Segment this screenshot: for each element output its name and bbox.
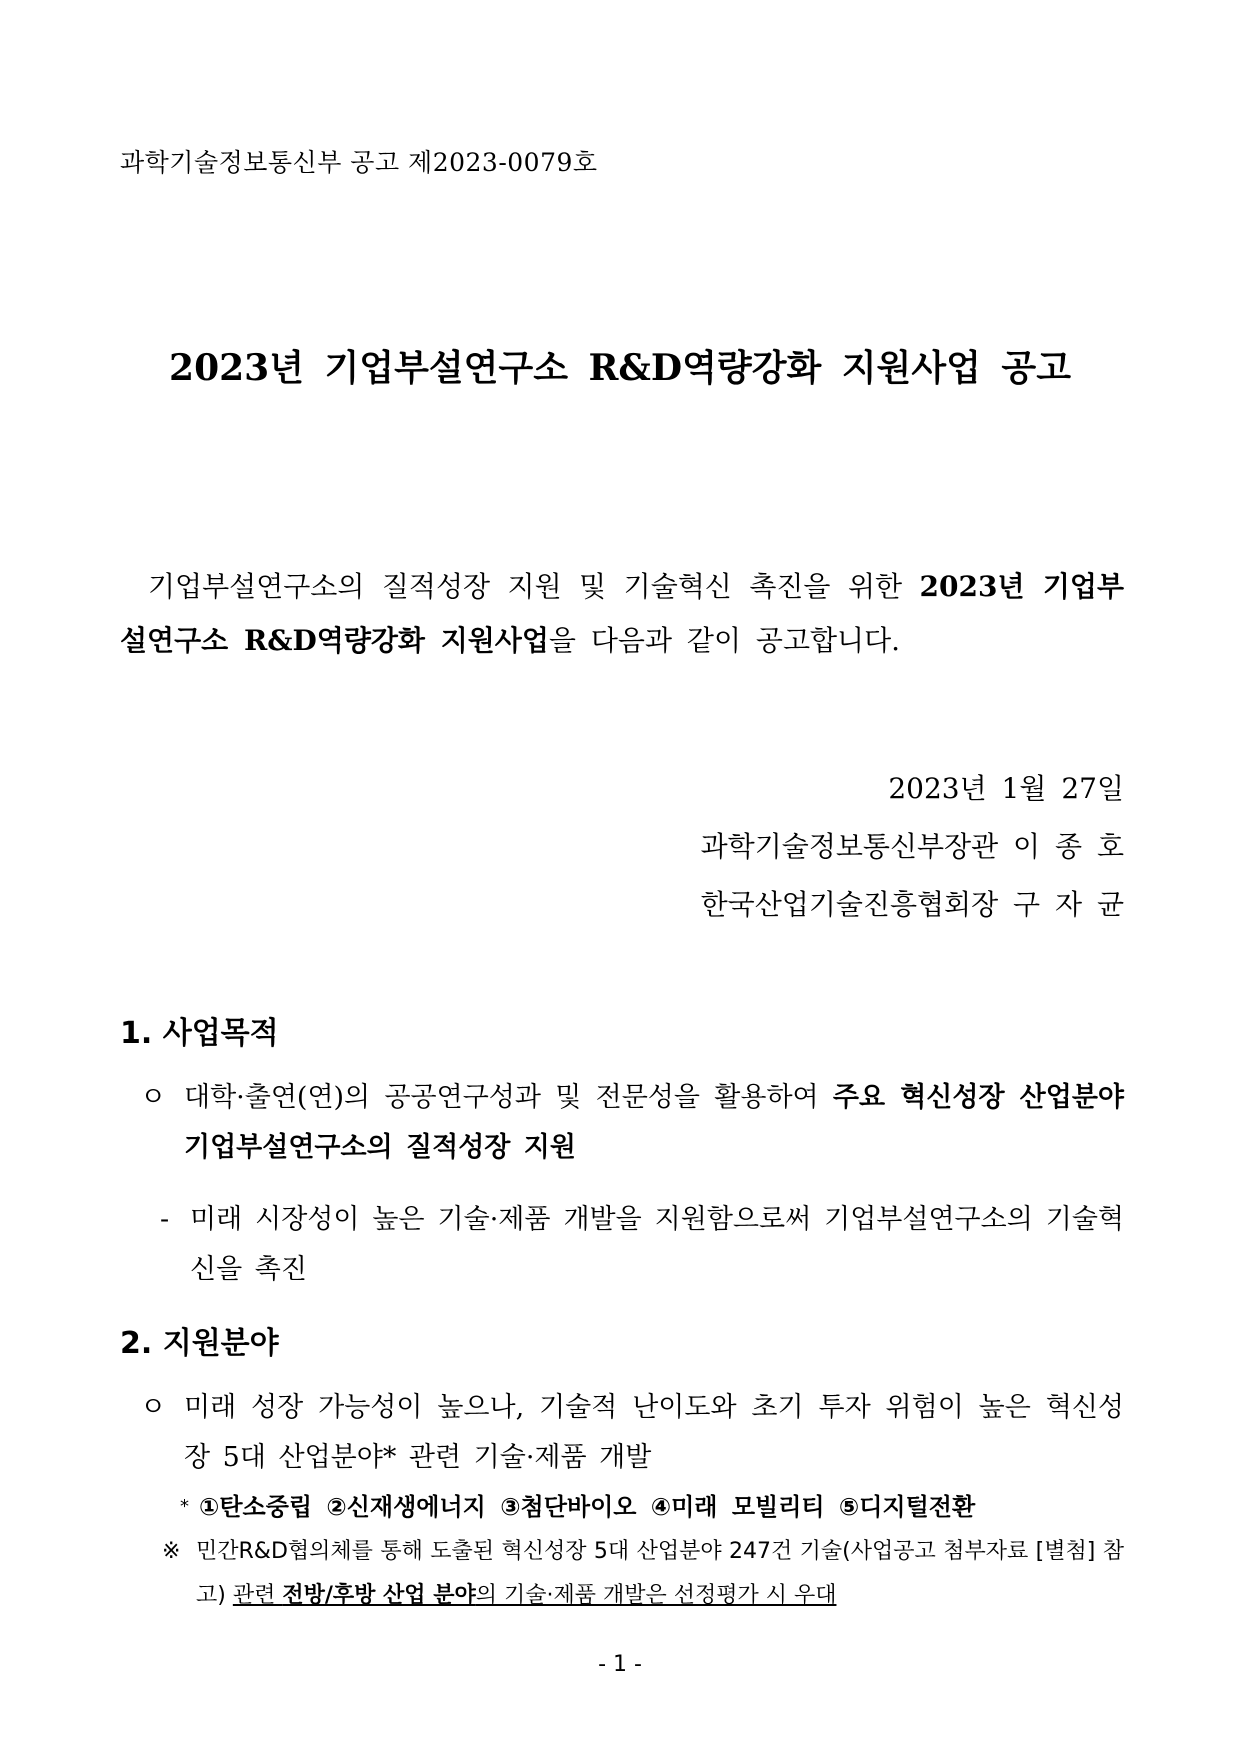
notice-number: 과학기술정보통신부 공고 제2023-0079호 [120,148,598,177]
purpose-bullet-bold: 주요 혁신성장 산업분야 기업부설연구소의 질적성장 지원 [184,1082,1124,1163]
bullet-mark: ㅇ [140,1392,167,1423]
purpose-dash-text: 미래 시장성이 높은 기술·제품 개발을 지원함으로써 기업부설연구소의 기술혁신을 촉진 [190,1204,1124,1285]
purpose-bullet-text: 대학·출연(연)의 공공연구성과 및 전문성을 활용하여 [184,1082,833,1113]
support-fields-text: 미래 성장 가능성이 높으나, 기술적 난이도와 초기 투자 위험이 높은 혁신성장 5대 산업분야* 관련 기술·제품 개발 [184,1392,1124,1473]
intro-text-1: 기업부설연구소의 질적성장 지원 및 기술혁신 촉진을 위한 [148,570,920,603]
intro-paragraph [120,560,1124,668]
bullet-mark: ㅇ [140,1082,167,1113]
date-signature-block [701,760,1124,934]
footnote-star: * [180,1496,189,1517]
support-fields-bullet [140,1383,1124,1483]
note-underline-pre: 관련 [232,1583,283,1608]
section-heading-purpose: 1. 사업목적 [120,1016,279,1051]
signatory-association: 한국산업기술진흥협회장 구 자 균 [700,888,1124,921]
intro-text-2: 을 다음과 같이 공고합니다. [548,624,901,657]
note-underline-post: 의 기술·제품 개발은 선정평가 시 우대 [475,1583,837,1608]
page-number: - 1 - [598,1652,642,1677]
five-fields-list [180,1487,975,1522]
purpose-dash-item [160,1195,1124,1295]
intro-bold-program: 2023년 기업부설연구소 R&D역량강화 지원사업 [120,570,1124,657]
dash-mark: - [160,1204,170,1235]
document-title: 2023년 기업부설연구소 R&D역량강화 지원사업 공고 [169,347,1071,389]
reference-note [162,1530,1124,1618]
purpose-bullet [140,1073,1124,1173]
note-text: 민간R&D협의체를 통해 도출된 혁신성장 5대 산업분야 247건 기술(사업공고 첨부자료 [별첨] 참고) [196,1539,1124,1608]
note-underlined [233,1583,837,1608]
note-underline-bold: 전방/후방 산업 분야 [282,1583,476,1608]
five-fields-text: ①탄소중립 ②신재생에너지 ③첨단바이오 ④미래 모빌리티 ⑤디지털전환 [199,1493,976,1521]
note-mark: ※ [162,1539,181,1564]
section-heading-support-fields: 2. 지원분야 [120,1326,279,1361]
announcement-date: 2023년 1월 27일 [888,772,1124,805]
signatory-minister: 과학기술정보통신부장관 이 종 호 [700,830,1124,863]
